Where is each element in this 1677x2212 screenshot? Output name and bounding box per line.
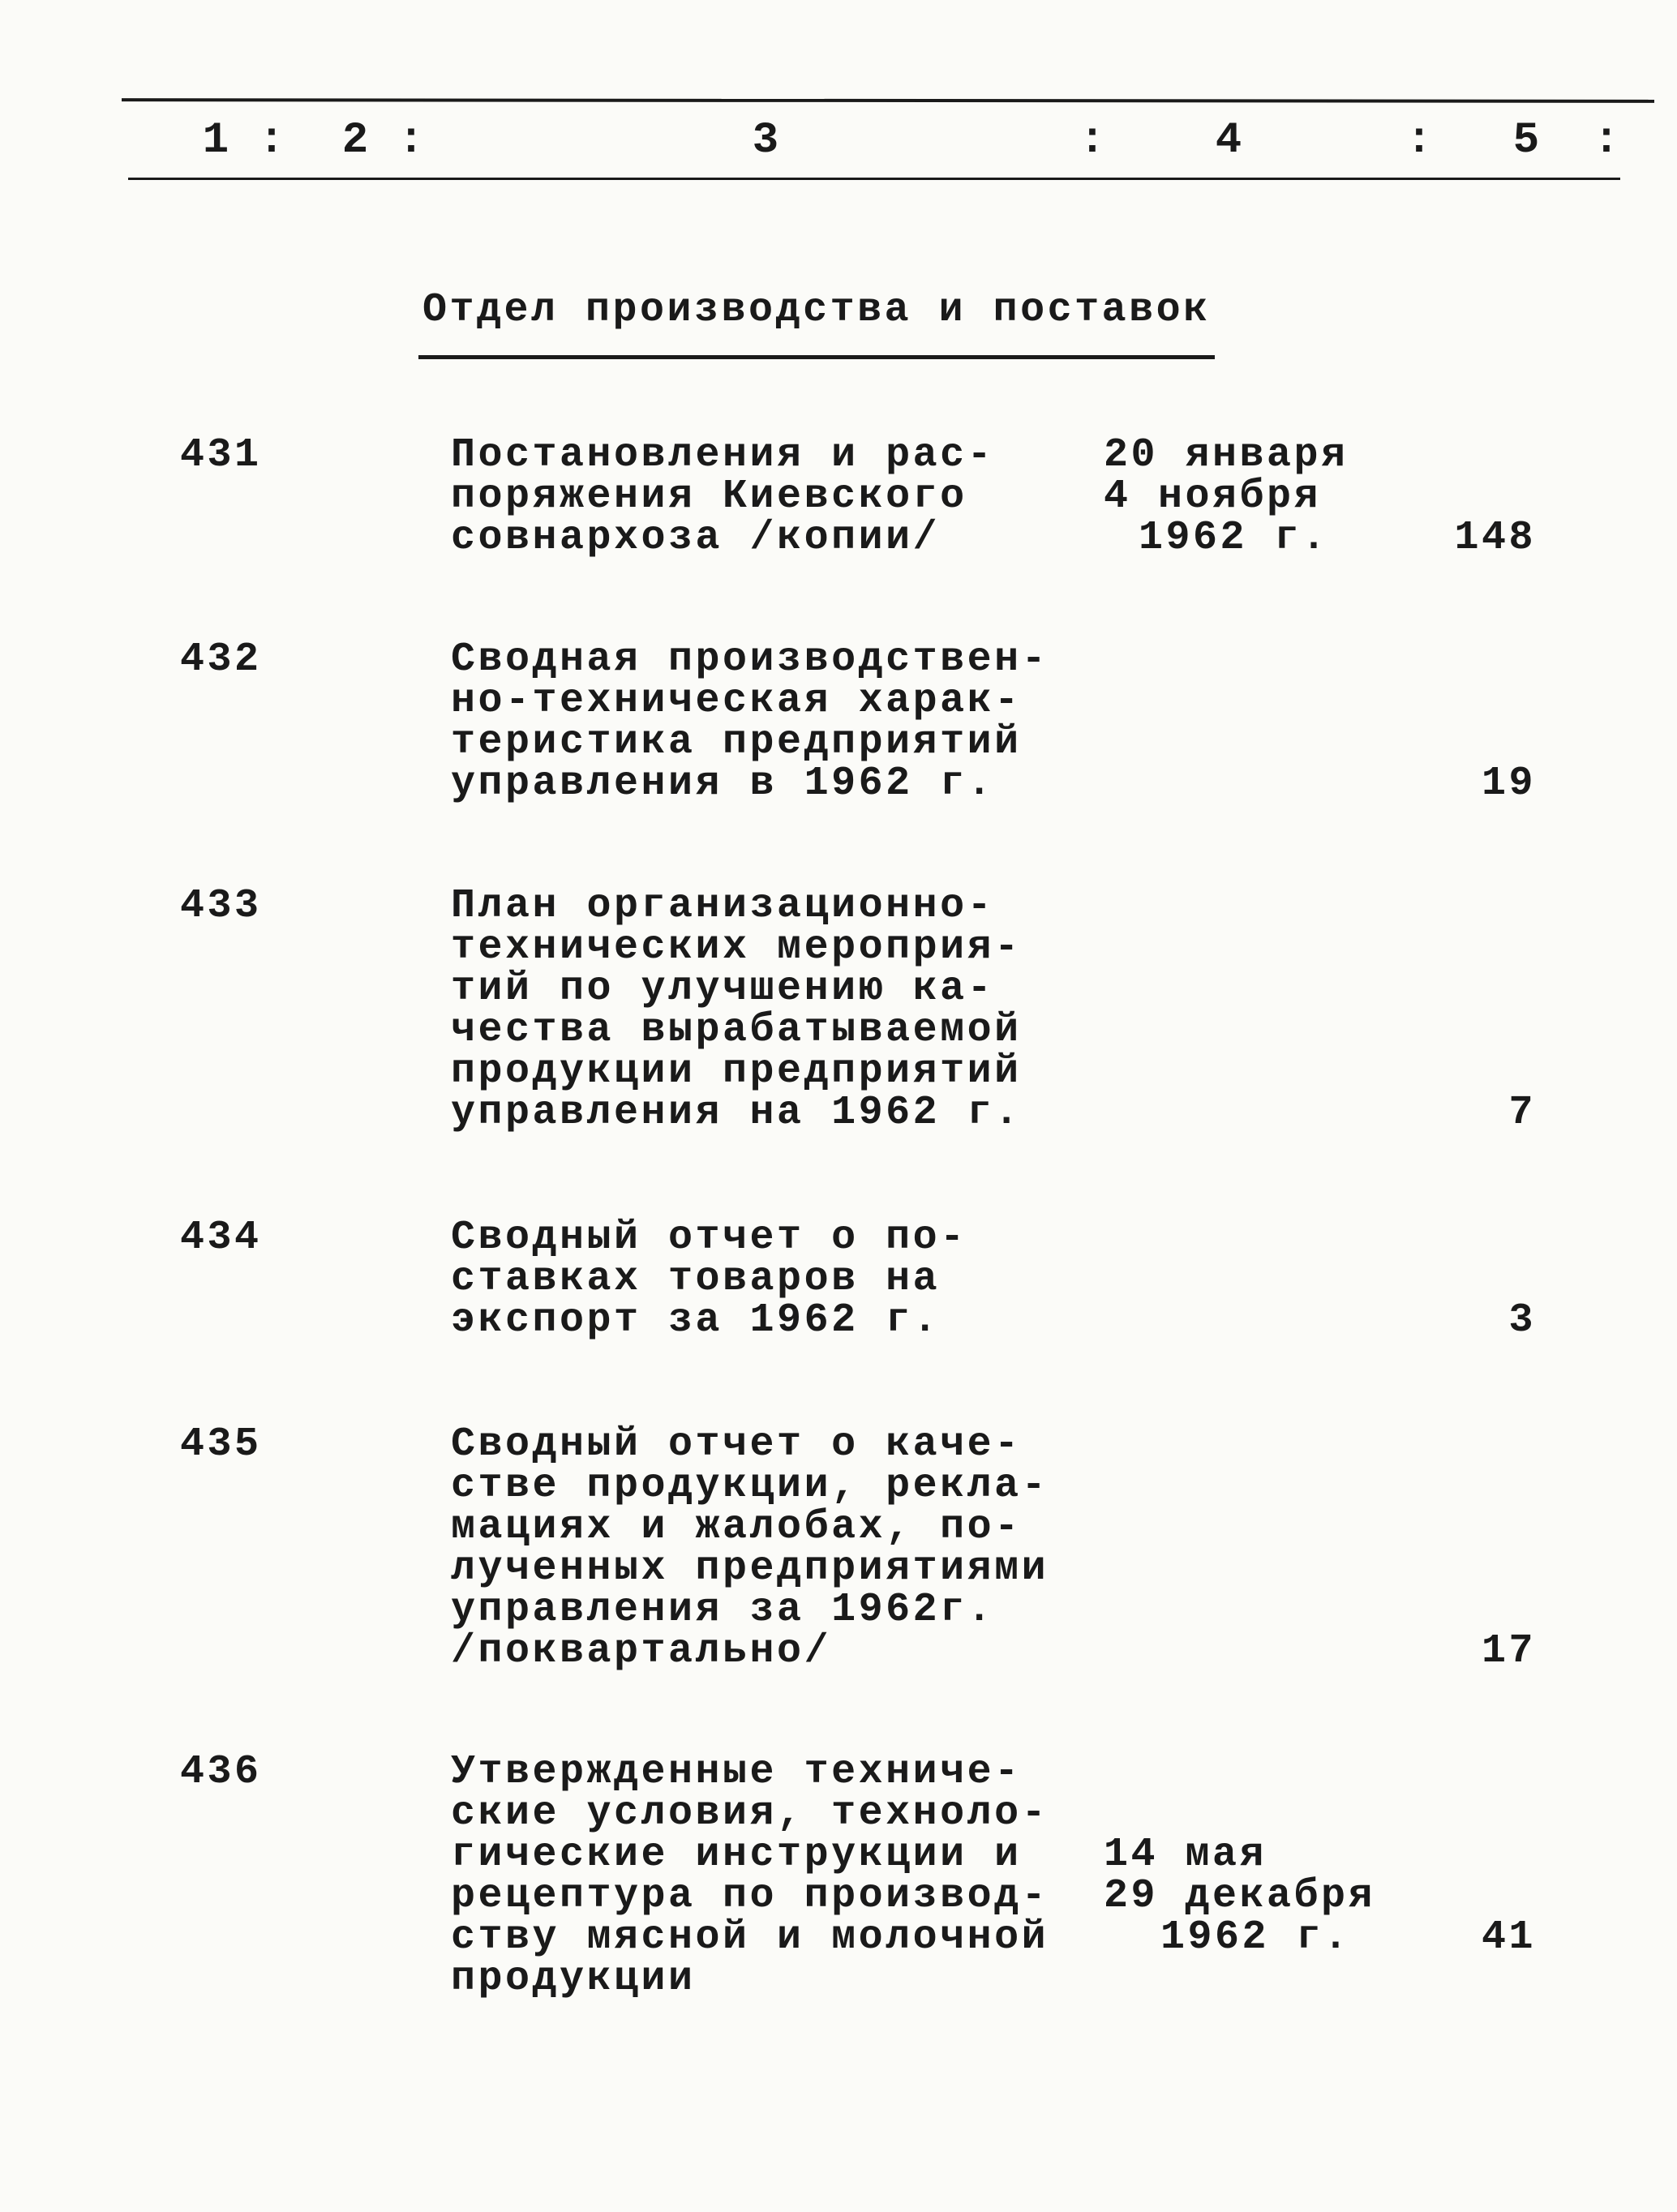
entry-page-count: 148 bbox=[1454, 515, 1536, 561]
entry-title bbox=[451, 1421, 1049, 1674]
entry-date-start: 14 мая bbox=[1104, 1832, 1267, 1878]
entry-title bbox=[451, 637, 1049, 807]
entry-title-line: управления в 1962 г. bbox=[451, 761, 995, 807]
column-separator: : bbox=[397, 116, 425, 165]
entry-page-count: 3 bbox=[1508, 1297, 1536, 1344]
column-number-3: 3 bbox=[752, 116, 779, 165]
column-separator: : bbox=[258, 116, 285, 165]
column-number-5: 5 bbox=[1512, 116, 1540, 165]
entry-page-count: 41 bbox=[1481, 1914, 1536, 1961]
entry-title-line: ставках товаров на bbox=[451, 1256, 941, 1302]
entry-number: 435 bbox=[180, 1421, 262, 1468]
entry-number: 432 bbox=[180, 637, 262, 683]
inventory-entry bbox=[0, 1421, 1677, 1683]
entry-title-line: продукции bbox=[451, 1956, 696, 2002]
entry-title bbox=[451, 885, 1022, 1134]
entry-title-line: Постановления и рас- bbox=[451, 432, 995, 478]
entry-title-line: Утвержденные техниче- bbox=[451, 1749, 1022, 1795]
entry-title-line: ству мясной и молочной bbox=[451, 1914, 1049, 1961]
inventory-entry bbox=[0, 1751, 1677, 2011]
entry-title-line: лученных предприятиями bbox=[451, 1545, 1049, 1592]
entry-page-count: 19 bbox=[1481, 761, 1536, 807]
entry-title bbox=[451, 432, 995, 561]
entry-page-count: 7 bbox=[1508, 1090, 1536, 1136]
entry-title-line: совнархоза /копии/ bbox=[451, 515, 941, 561]
entry-title-line: План организационно- bbox=[451, 883, 995, 929]
entry-title-line: Сводная производствен- bbox=[451, 637, 1049, 683]
entry-title-line: Сводный отчет о по- bbox=[451, 1215, 967, 1261]
entry-title-line: теристика предприятий bbox=[451, 719, 1022, 765]
entry-title-line: Сводный отчет о каче- bbox=[451, 1421, 1022, 1468]
entry-title-line: рецептура по производ- bbox=[451, 1873, 1049, 1919]
entry-title-line: экспорт за 1962 г. bbox=[451, 1297, 941, 1344]
column-number-4: 4 bbox=[1215, 116, 1242, 165]
entry-number: 434 bbox=[180, 1215, 262, 1261]
entry-title-line: тий по улучшению ка- bbox=[451, 966, 995, 1012]
entry-title-line: стве продукции, рекла- bbox=[451, 1463, 1049, 1509]
column-separator: : bbox=[1593, 116, 1620, 165]
column-number-1: 1 bbox=[202, 116, 229, 165]
entry-title bbox=[451, 1215, 967, 1344]
entry-date-year: 1962 г. bbox=[1139, 515, 1329, 561]
entry-page-count: 17 bbox=[1481, 1628, 1536, 1674]
entry-title-line: ские условия, техноло- bbox=[451, 1790, 1049, 1837]
entry-number: 431 bbox=[180, 432, 262, 478]
column-number-2: 2 bbox=[341, 116, 369, 165]
inventory-entry bbox=[0, 639, 1677, 898]
column-separator: : bbox=[1079, 116, 1106, 165]
entry-title-line: технических мероприя- bbox=[451, 924, 1022, 971]
entry-title-line: управления за 1962г. bbox=[451, 1587, 995, 1633]
section-title-underline bbox=[418, 355, 1215, 359]
entry-title-line: гические инструкции и bbox=[451, 1832, 1022, 1878]
entry-title-line: /поквартально/ bbox=[451, 1628, 832, 1674]
entry-title-line: чества вырабатываемой bbox=[451, 1007, 1022, 1053]
section-title: Отдел производства и поставок bbox=[422, 287, 1211, 333]
entry-title-line: продукции предприятий bbox=[451, 1048, 1022, 1095]
entry-title-line: мациях и жалобах, по- bbox=[451, 1504, 1022, 1550]
column-separator: : bbox=[1405, 116, 1433, 165]
header-bottom-rule bbox=[128, 178, 1620, 180]
entry-title-line: поряжения Киевского bbox=[451, 474, 967, 520]
inventory-entry bbox=[0, 885, 1677, 1145]
entry-date-end: 29 декабря bbox=[1104, 1873, 1376, 1919]
entry-dates bbox=[1104, 432, 1349, 561]
entry-number: 436 bbox=[180, 1749, 262, 1795]
entry-number: 433 bbox=[180, 883, 262, 929]
entry-date-year: 1962 г. bbox=[1160, 1914, 1351, 1961]
entry-title-line: но-техническая харак- bbox=[451, 678, 1022, 724]
entry-dates bbox=[1104, 1832, 1376, 1961]
entry-title bbox=[451, 1751, 1049, 2000]
entry-date-start: 20 января bbox=[1104, 432, 1349, 478]
entry-title-line: управления на 1962 г. bbox=[451, 1090, 1022, 1136]
entry-date-end: 4 ноября bbox=[1104, 474, 1322, 520]
header-top-rule bbox=[122, 98, 1654, 103]
